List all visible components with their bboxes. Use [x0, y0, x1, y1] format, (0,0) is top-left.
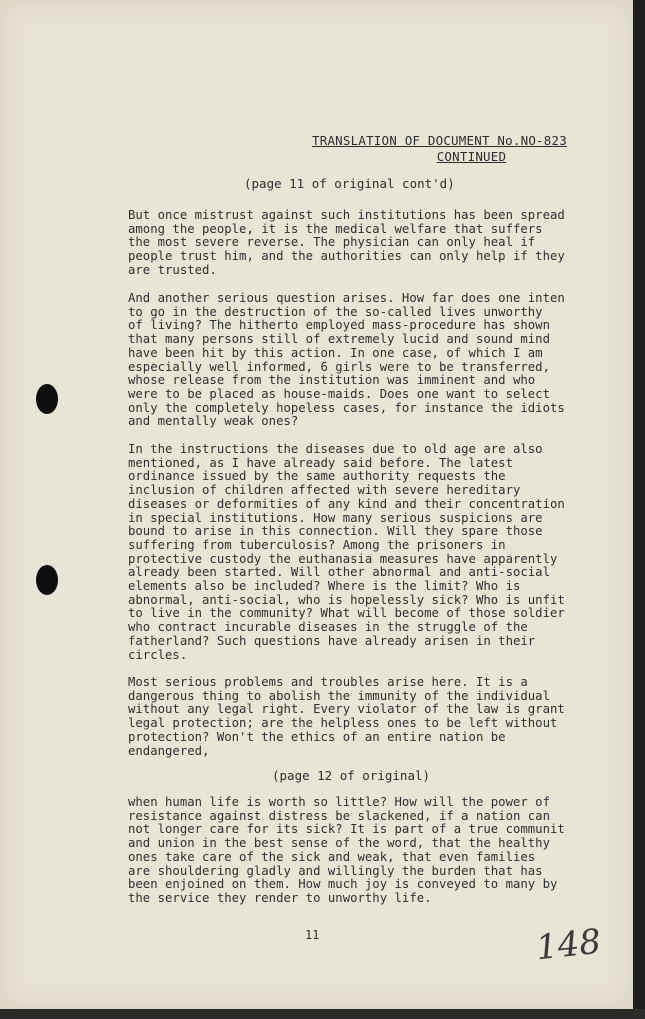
text-line: the most severe reverse. The physician can only heal if: [128, 235, 536, 250]
text-line: whose release from the institution was imminent and who: [128, 373, 536, 388]
text-line: were to be placed as house-maids. Does one want to select: [128, 386, 550, 401]
text-line: are shouldering gladly and willingly the burden that has: [128, 863, 543, 878]
scan-border-bottom: [0, 1009, 645, 1019]
punch-hole: [36, 565, 58, 595]
paragraph: [128, 796, 588, 906]
text-line: and mentally weak ones?: [128, 414, 299, 429]
text-line: But once mistrust against such institutions has been spread: [128, 208, 565, 222]
paragraph: [128, 443, 588, 662]
text-line: who contract incurable diseases in the struggle of the: [128, 620, 528, 635]
punch-hole: [36, 384, 58, 414]
text-line: and union in the best sense of the word, that the healthy: [128, 836, 550, 851]
text-line: inclusion of children affected with severe hereditary: [128, 483, 521, 498]
text-line: to go in the destruction of the so-called lives unworthy: [128, 304, 543, 319]
text-line: in special institutions. How many serious suspicions are: [128, 510, 543, 525]
heading-title: TRANSLATION OF DOCUMENT No.NO-823: [312, 133, 567, 148]
document-heading: [312, 133, 567, 165]
text-line: Most serious problems and troubles arise here. It is a: [128, 675, 528, 689]
text-line: among the people, it is the medical welfare that suffers: [128, 221, 543, 236]
handwritten-page-number: 148: [534, 921, 603, 969]
page-reference: (page 12 of original): [272, 768, 431, 783]
page-reference: (page 11 of original cont'd): [244, 176, 455, 191]
text-line: circles.: [128, 647, 188, 662]
text-line: already been started. Will other abnormal and anti-social: [128, 565, 550, 580]
text-line: only the completely hopeless cases, for instance the idiots: [128, 400, 565, 415]
text-line: especially well informed, 6 girls were to be transferred,: [128, 359, 550, 374]
text-line: ordinance issued by the same authority requests the: [128, 469, 506, 484]
text-line: elements also be included? Where is the limit? Who is: [128, 579, 521, 594]
text-line: protection? Won't the ethics of an entire nation be: [128, 729, 506, 744]
text-line: abnormal, anti-social, who is hopelessly sick? Who is unfit: [128, 592, 565, 607]
text-line: of living? The hitherto employed mass-procedure has shown: [128, 318, 550, 333]
text-line: have been hit by this action. In one case, of which I am: [128, 345, 543, 360]
text-line: resistance against distress be slackened, if a nation can: [128, 808, 550, 823]
text-line: to live in the community? What will become of those soldier: [128, 606, 565, 621]
paragraph: [128, 292, 588, 429]
scan-border-right: [633, 0, 645, 1019]
text-line: when human life is worth so little? How will the power of: [128, 795, 550, 809]
text-line: are trusted.: [128, 262, 217, 277]
text-line: people trust him, and the authorities can only help if they: [128, 249, 565, 264]
text-line: suffering from tuberculosis? Among the prisoners in: [128, 537, 506, 552]
heading-continued: CONTINUED: [436, 149, 507, 164]
text-line: diseases or deformities of any kind and their concentration: [128, 496, 565, 511]
text-line: endangered,: [128, 743, 210, 758]
text-line: that many persons still of extremely lucid and sound mind: [128, 332, 550, 347]
paragraph: [128, 209, 588, 278]
text-line: And another serious question arises. How far does one inten: [128, 291, 565, 305]
text-line: ones take care of the sick and weak, that even families: [128, 849, 536, 864]
text-line: protective custody the euthanasia measures have apparently: [128, 551, 558, 566]
text-line: not longer care for its sick? It is part of a true communit: [128, 822, 565, 837]
text-line: mentioned, as I have already said before. The latest: [128, 455, 513, 470]
text-line: without any legal right. Every violator of the law is grant: [128, 702, 565, 717]
text-line: fatherland? Such questions have already arisen in their: [128, 633, 536, 648]
text-line: legal protection; are the helpless ones to be left without: [128, 716, 558, 731]
text-line: dangerous thing to abolish the immunity of the individual: [128, 688, 550, 703]
text-line: the service they render to unworthy life.: [128, 890, 432, 905]
text-line: In the instructions the diseases due to old age are also: [128, 442, 543, 456]
text-line: been enjoined on them. How much joy is conveyed to many by: [128, 877, 558, 892]
paragraph: [128, 676, 588, 758]
text-line: bound to arise in this connection. Will they spare those: [128, 524, 543, 539]
page-number: 11: [305, 928, 320, 942]
